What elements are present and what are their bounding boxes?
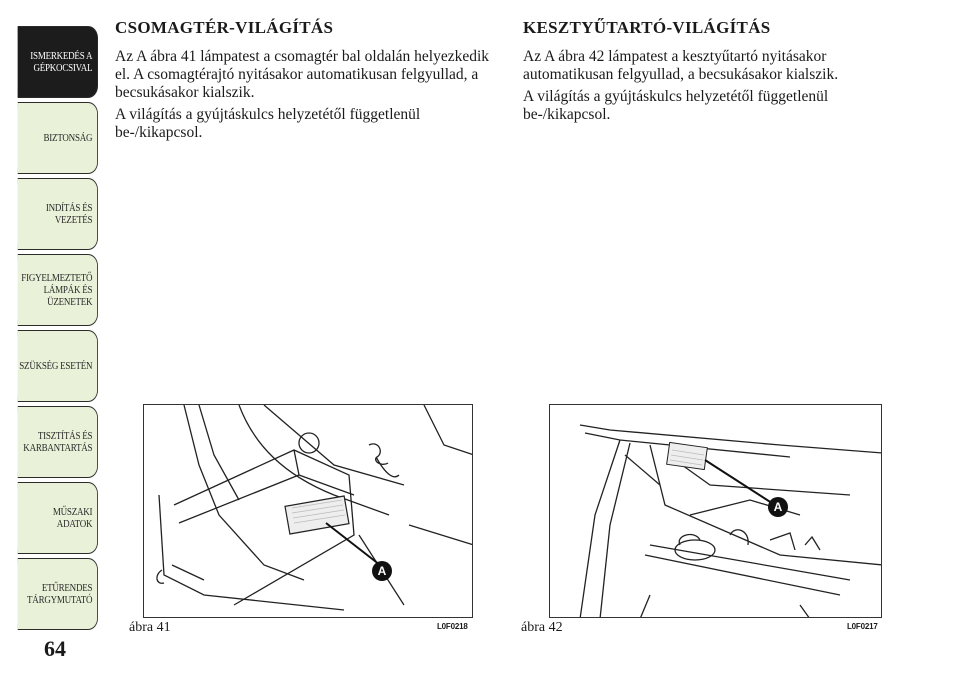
tab-biztonsag[interactable]: BIZTONSÁG bbox=[18, 102, 98, 174]
paragraph: A világítás a gyújtáskulcs helyzetétől függetlenül be-/kikapcsol. bbox=[523, 88, 829, 123]
tab-inditas[interactable]: INDÍTÁS ÉS VEZETÉS bbox=[18, 178, 98, 250]
figure-code: L0F0218 bbox=[437, 622, 468, 631]
section-heading: KESZTYŰTARTÓ-VILÁGÍTÁS bbox=[523, 18, 771, 37]
figure-code: L0F0217 bbox=[847, 622, 878, 631]
section-kesztyutarto bbox=[523, 18, 903, 128]
tab-targymutato[interactable]: ETŰRENDES TÁRGYMUTATÓ bbox=[18, 558, 98, 630]
tab-tisztitas[interactable]: TISZTÍTÁS ÉS KARBANTARTÁS bbox=[18, 406, 98, 478]
tab-ismerkedes[interactable]: ISMERKEDÉS A GÉPKOCSIVAL bbox=[18, 26, 98, 98]
section-csomagter bbox=[115, 18, 495, 146]
callout-a: A bbox=[768, 497, 788, 517]
glovebox-lamp-illustration bbox=[550, 405, 882, 618]
page-number: 64 bbox=[44, 636, 66, 661]
figure-caption: ábra 42 bbox=[521, 620, 563, 635]
paragraph: A világítás a gyújtáskulcs helyzetétől függetlenül be-/kikapcsol. bbox=[115, 106, 421, 141]
figure-caption: ábra 41 bbox=[129, 620, 171, 635]
trunk-lamp-illustration bbox=[144, 405, 473, 618]
paragraph: Az A ábra 41 lámpatest a csomagtér bal oldalán helyezkedik el. A csomagtérajtó nyitásakor automatikusan felgyullad, a becsukásakor kialszik. bbox=[115, 48, 490, 101]
callout-a: A bbox=[372, 561, 392, 581]
figure-trunk-lamp bbox=[143, 404, 473, 618]
tab-figyelmezteto[interactable]: FIGYELMEZTETŐ LÁMPÁK ÉS ÜZENETEK bbox=[18, 254, 98, 326]
tab-muszaki[interactable]: MŰSZAKI ADATOK bbox=[18, 482, 98, 554]
section-heading: CSOMAGTÉR-VILÁGÍTÁS bbox=[115, 18, 334, 37]
tab-szukseg[interactable]: SZÜKSÉG ESETÉN bbox=[18, 330, 98, 402]
paragraph: Az A ábra 42 lámpatest a kesztyűtartó nyitásakor automatikusan felgyullad, a becsukásakor kialszik. bbox=[523, 48, 839, 83]
figure-glovebox-lamp bbox=[549, 404, 882, 618]
